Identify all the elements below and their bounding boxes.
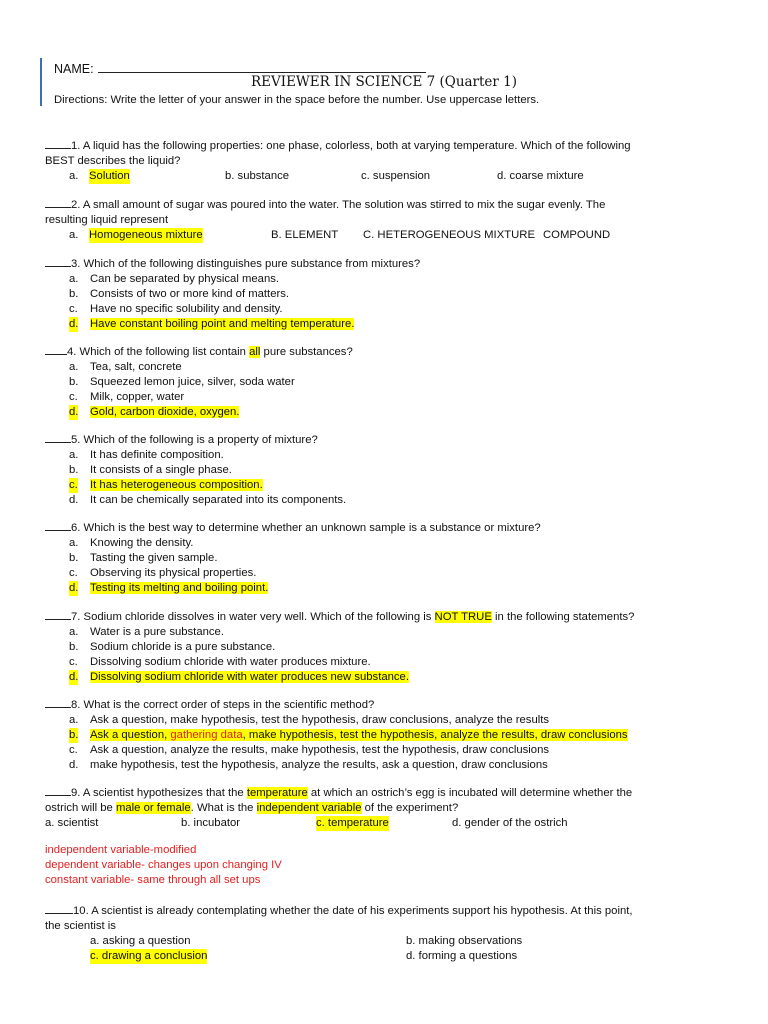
question-4: 4. Which of the following list contain all pure substances? a. Tea, salt, concrete b. Squeezed lemon juice, silver, soda water c. Milk, copper, water d. Gold, carbon dioxide, oxygen. <box>45 343 725 420</box>
red-inserted-text: gathering data <box>170 729 243 741</box>
options-list <box>45 536 725 596</box>
note-line: dependent variable- changes upon changing IV <box>45 859 282 871</box>
note-line: independent variable-modified <box>45 844 197 856</box>
options-list <box>45 448 725 508</box>
answer-blank <box>45 519 71 531</box>
options-list <box>45 272 725 332</box>
option-d-answer: d. Have constant boiling point and melting temperature. <box>69 318 355 330</box>
options-list <box>45 360 725 420</box>
question-stem: 3. Which of the following distinguishes pure substance from mixtures? <box>71 258 421 270</box>
answer-blank <box>45 196 71 208</box>
question-stem: 1. A liquid has the following properties: one phase, colorless, both at varying temperature. Which of the following <box>71 140 631 152</box>
options-row <box>45 816 725 831</box>
options-list <box>45 625 725 685</box>
answer-blank <box>45 784 71 796</box>
page-title: REVIEWER IN SCIENCE 7 (Quarter 1) <box>250 74 518 90</box>
answer-blank <box>45 902 73 914</box>
question-5 <box>45 431 725 508</box>
option-a: a. scientist <box>45 817 99 829</box>
answer-blank <box>45 608 71 620</box>
question-6 <box>45 519 725 596</box>
option-d: d. forming a questions <box>406 950 518 962</box>
option-a: a. Tea, salt, concrete <box>69 361 182 373</box>
option-c: C. HETEROGENEOUS MIXTURE <box>363 229 535 241</box>
question-stem-cont: BEST describes the liquid? <box>45 155 181 167</box>
option-b: b. Consists of two or more kind of matters. <box>69 288 290 300</box>
option-b: b. substance <box>225 170 290 182</box>
answer-blank <box>45 343 67 355</box>
question-7: 7. Sodium chloride dissolves in water very well. Which of the following is NOT TRUE in the following statements? a. Water is a pure substance. b. Sodium chloride is a pure substance. c. Dissolving sodium chloride with water produces mixture. d. Dissolving sodium chloride with water produces new substance. <box>45 608 725 685</box>
answer-blank <box>45 255 71 267</box>
option-b: b. Sodium chloride is a pure substance. <box>69 641 276 653</box>
option-a: a. Ask a question, make hypothesis, test the hypothesis, draw conclusions, analyze the results <box>69 714 550 726</box>
options-row <box>45 934 725 949</box>
question-stem: 5. Which of the following is a property of mixture? <box>71 434 318 446</box>
highlighted-keyword: all <box>249 346 261 358</box>
option-a: a. asking a question <box>90 935 191 947</box>
option-a-answer: Solution <box>89 170 130 182</box>
option-letter: a. <box>69 229 79 241</box>
option-a: a. Can be separated by physical means. <box>69 273 280 285</box>
option-d: d. make hypothesis, test the hypothesis, analyze the results, ask a question, draw conclusions <box>69 759 548 771</box>
option-d: d. coarse mixture <box>497 170 584 182</box>
option-b: b. incubator <box>181 817 241 829</box>
option-d-answer: d. Testing its melting and boiling point. <box>69 582 269 594</box>
option-b-answer: b. Ask a question, gathering data, make hypothesis, test the hypothesis, analyze the results, draw conclusions <box>69 729 628 741</box>
question-stem: 10. A scientist is already contemplating whether the date of his experiments support his hypothesis. At this point, <box>73 905 633 917</box>
question-2 <box>45 196 725 243</box>
name-label: NAME: <box>54 62 94 76</box>
option-b: b. Tasting the given sample. <box>69 552 218 564</box>
option-c: c. Milk, copper, water <box>69 391 185 403</box>
option-b: b. It consists of a single phase. <box>69 464 232 476</box>
option-c-answer: c. It has heterogeneous composition. <box>69 479 263 491</box>
question-stem: 8. What is the correct order of steps in the scientific method? <box>71 699 375 711</box>
question-stem: 6. Which is the best way to determine whether an unknown sample is a substance or mixture? <box>71 522 541 534</box>
question-1 <box>45 137 725 184</box>
answer-blank <box>45 431 71 443</box>
option-c: c. Have no specific solubility and density. <box>69 303 283 315</box>
question-10 <box>45 902 725 964</box>
highlighted-keyword: independent variable <box>256 802 362 814</box>
question-stem-cont: the scientist is <box>45 920 116 932</box>
option-c: c. Observing its physical properties. <box>69 567 257 579</box>
option-b: b. Squeezed lemon juice, silver, soda water <box>69 376 295 388</box>
note-line: constant variable- same through all set ups <box>45 874 261 886</box>
options-list <box>45 713 725 773</box>
option-d: d. gender of the ostrich <box>452 817 568 829</box>
option-d-answer: d. Dissolving sodium chloride with water produces new substance. <box>69 671 409 683</box>
question-3 <box>45 255 725 332</box>
highlighted-keyword: temperature <box>246 787 308 799</box>
question-9: 9. A scientist hypothesizes that the temperature at which an ostrich’s egg is incubated will determine whether the ostrich will be male or female. What is the independent variable of the experiment? a. scientist b. incubator c. temperature d. gender of the ostrich <box>45 784 725 831</box>
option-a: a. Water is a pure substance. <box>69 626 224 638</box>
option-letter: a. <box>69 170 79 182</box>
directions: Directions: Write the letter of your answer in the space before the number. Use uppercase letters. <box>54 94 540 106</box>
question-stem-cont: resulting liquid represent <box>45 214 169 226</box>
highlighted-keyword: NOT TRUE <box>434 611 492 623</box>
option-a: a. Knowing the density. <box>69 537 194 549</box>
option-a: a. It has definite composition. <box>69 449 224 461</box>
option-c-answer: c. drawing a conclusion <box>90 950 208 962</box>
name-blank-line <box>98 60 426 73</box>
answer-blank <box>45 696 71 708</box>
option-c: c. Ask a question, analyze the results, make hypothesis, test the hypothesis, draw conclusions <box>69 744 550 756</box>
option-a-answer: Homogeneous mixture <box>89 229 203 241</box>
red-notes <box>45 843 282 888</box>
options-row <box>45 228 725 243</box>
highlighted-keyword: male or female <box>115 802 191 814</box>
option-d: d. It can be chemically separated into its components. <box>69 494 347 506</box>
option-d: COMPOUND <box>543 229 611 241</box>
question-stem: 2. A small amount of sugar was poured into the water. The solution was stirred to mix the sugar evenly. The <box>71 199 606 211</box>
option-c: c. suspension <box>361 170 431 182</box>
question-8 <box>45 696 725 773</box>
answer-blank <box>45 137 71 149</box>
options-row <box>45 169 725 184</box>
option-c-answer: c. temperature <box>316 817 389 829</box>
option-c: c. Dissolving sodium chloride with water produces mixture. <box>69 656 371 668</box>
option-d-answer: d. Gold, carbon dioxide, oxygen. <box>69 406 240 418</box>
option-b: b. making observations <box>406 935 523 947</box>
option-b: B. ELEMENT <box>271 229 339 241</box>
options-row <box>45 949 725 964</box>
